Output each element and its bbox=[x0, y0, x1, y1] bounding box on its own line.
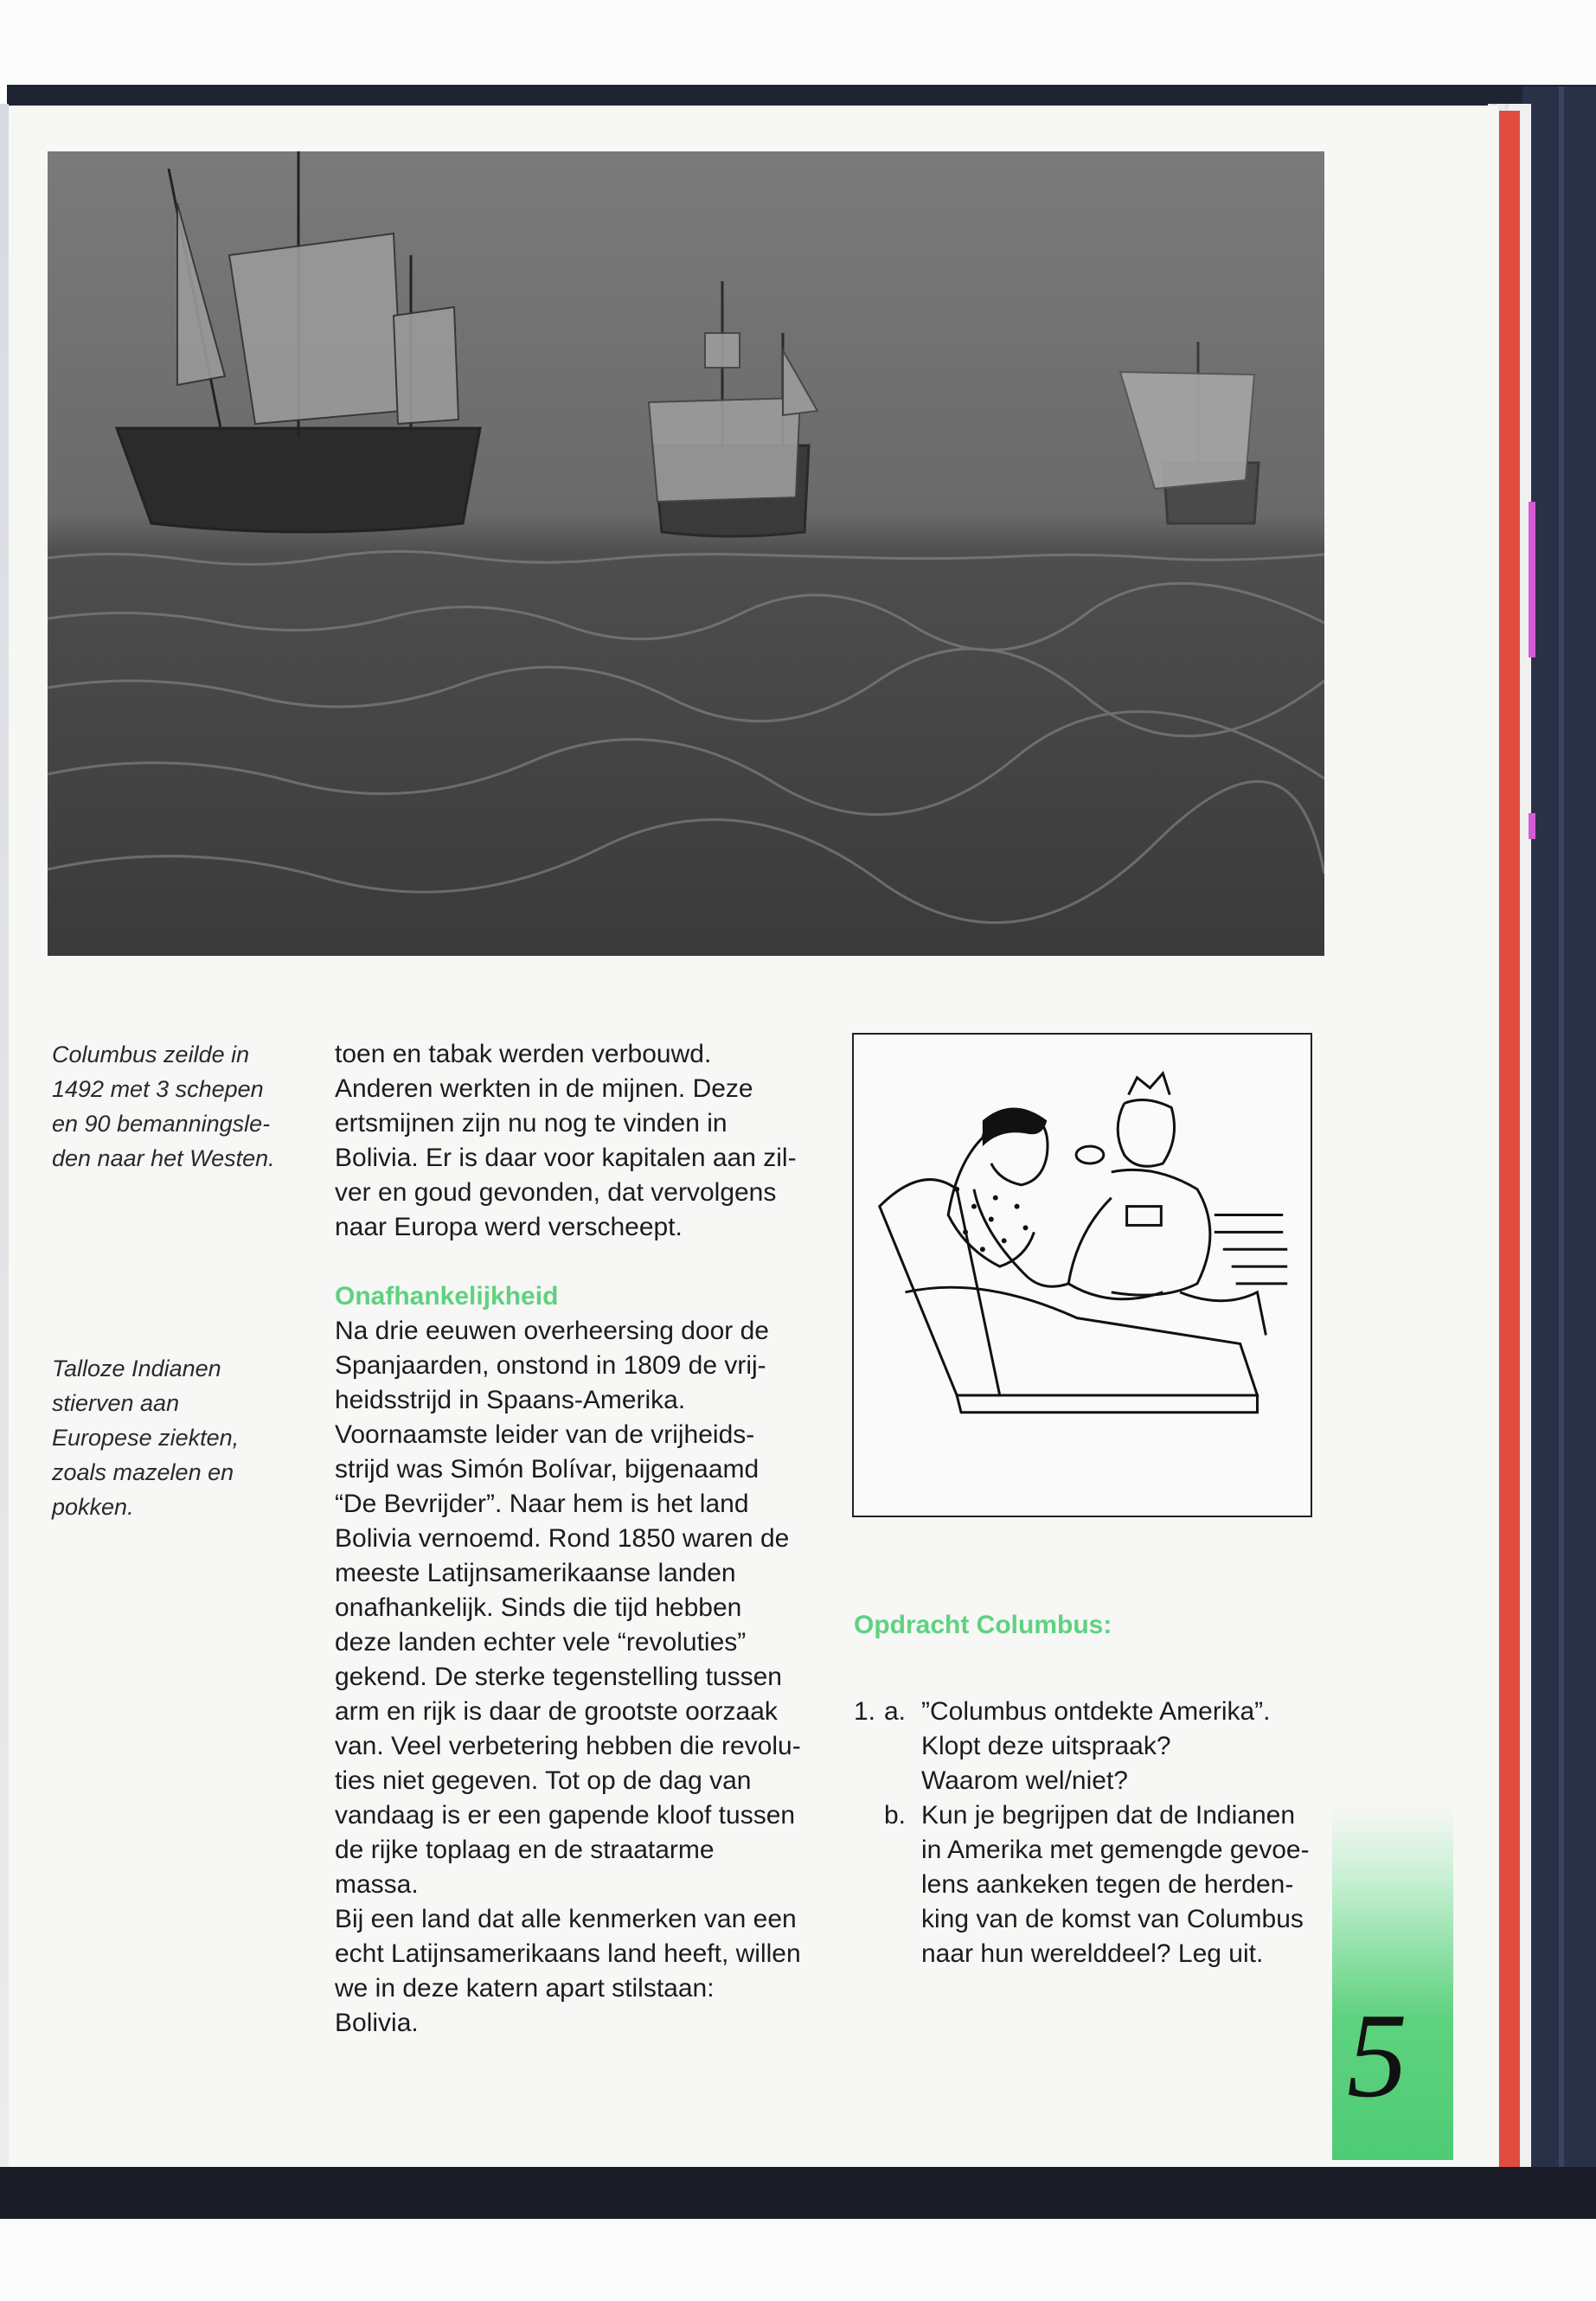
text-line: Bolivia vernoemd. Rond 1850 waren de bbox=[335, 1524, 790, 1553]
top-margin bbox=[0, 0, 1596, 87]
illustration-caption bbox=[52, 1351, 277, 1524]
red-page-tab bbox=[1499, 111, 1520, 2170]
text-line: Anderen werkten in de mijnen. Deze bbox=[335, 1074, 753, 1103]
question-a-label: a. bbox=[884, 1697, 907, 1726]
caption-line: zoals mazelen en bbox=[52, 1459, 234, 1485]
text-line: massa. bbox=[335, 1870, 419, 1899]
text-line: arm en rijk is daar de grootste oorzaak bbox=[335, 1697, 778, 1726]
text-line: Bij een land dat alle kenmerken van een bbox=[335, 1905, 797, 1933]
text-line: deze landen echter vele “revoluties” bbox=[335, 1628, 747, 1657]
question-b-label: b. bbox=[884, 1801, 907, 1830]
text-line: echt Latijnsamerikaans land heeft, willen bbox=[335, 1939, 801, 1968]
text-line: Bolivia. Er is daar voor kapitalen aan zil- bbox=[335, 1144, 797, 1172]
bottom-margin bbox=[0, 2219, 1596, 2301]
question-line: Waarom wel/niet? bbox=[921, 1766, 1128, 1795]
text-line: onafhankelijk. Sinds die tijd hebben bbox=[335, 1593, 742, 1622]
caption-line: Europese ziekten, bbox=[52, 1425, 240, 1451]
bottom-cover-edge bbox=[0, 2167, 1596, 2219]
caption-line: den naar het Westen. bbox=[52, 1145, 275, 1171]
assignment-heading: Opdracht Columbus: bbox=[854, 1611, 1112, 1639]
page-number: 5 bbox=[1347, 1989, 1407, 2123]
text-line: heidsstrijd in Spaans-Amerika. bbox=[335, 1386, 686, 1414]
text-line: de rijke toplaag en de straatarme bbox=[335, 1836, 715, 1864]
text-line: Voornaamste leider van de vrijheids- bbox=[335, 1420, 755, 1449]
text-line: “De Bevrijder”. Naar hem is het land bbox=[335, 1490, 749, 1518]
text-line: van. Veel verbetering hebben die revolu- bbox=[335, 1732, 801, 1760]
caption-line: 1492 met 3 schepen bbox=[52, 1076, 264, 1102]
question-line: king van de komst van Columbus bbox=[921, 1905, 1304, 1933]
book-page bbox=[9, 106, 1498, 2167]
text-line: gekend. De sterke tegenstelling tussen bbox=[335, 1663, 782, 1691]
pink-page-tab bbox=[1529, 502, 1535, 657]
text-line: ertsmijnen zijn nu nog te vinden in bbox=[335, 1109, 727, 1138]
question-line: in Amerika met gemengde gevoe- bbox=[921, 1836, 1310, 1864]
text-line: ties niet gegeven. Tot op de dag van bbox=[335, 1766, 752, 1795]
question-line: Kun je begrijpen dat de Indianen bbox=[921, 1801, 1296, 1830]
question-line: lens aankeken tegen de herden- bbox=[921, 1870, 1294, 1899]
cover-stripe bbox=[1559, 87, 1564, 2301]
text-line: Na drie eeuwen overheersing door de bbox=[335, 1317, 769, 1345]
main-text-column bbox=[335, 1037, 819, 2041]
text-line: strijd was Simón Bolívar, bijgenaamd bbox=[335, 1455, 760, 1484]
text-line: Spanjaarden, onstond in 1809 de vrij- bbox=[335, 1351, 766, 1380]
book-cover-edge bbox=[1522, 87, 1596, 2301]
ships-photo bbox=[48, 151, 1324, 956]
left-page-edge bbox=[0, 104, 9, 2167]
caption-line: Columbus zeilde in bbox=[52, 1042, 250, 1067]
question-b-text bbox=[921, 1798, 1319, 1971]
text-line: naar Europa werd verscheept. bbox=[335, 1213, 683, 1241]
question-number: 1. bbox=[854, 1697, 876, 1726]
question-a-text bbox=[921, 1695, 1319, 1798]
sick-indian-illustration bbox=[852, 1033, 1312, 1517]
question-line: ”Columbus ontdekte Amerika”. bbox=[921, 1697, 1271, 1726]
text-line: Bolivia. bbox=[335, 2009, 419, 2037]
illustration-icon bbox=[854, 1035, 1311, 1516]
section-heading: Onafhankelijkheid bbox=[335, 1282, 559, 1311]
text-line: we in deze katern apart stilstaan: bbox=[335, 1974, 715, 2003]
caption-line: pokken. bbox=[52, 1494, 134, 1520]
caption-line: Talloze Indianen bbox=[52, 1356, 221, 1381]
caption-line: en 90 bemanningsle- bbox=[52, 1111, 271, 1137]
caption-line: stierven aan bbox=[52, 1390, 180, 1416]
text-line: meeste Latijnsamerikaanse landen bbox=[335, 1559, 736, 1587]
question-line: Klopt deze uitspraak? bbox=[921, 1732, 1171, 1760]
pink-page-tab-small bbox=[1529, 813, 1535, 839]
ships-photo-icon bbox=[48, 151, 1324, 956]
question-line: naar hun werelddeel? Leg uit. bbox=[921, 1939, 1264, 1968]
text-line: toen en tabak werden verbouwd. bbox=[335, 1040, 712, 1068]
top-cover-edge bbox=[7, 85, 1596, 106]
text-line: ver en goud gevonden, dat vervolgens bbox=[335, 1178, 777, 1207]
text-line: vandaag is er een gapende kloof tussen bbox=[335, 1801, 796, 1830]
photo-caption bbox=[52, 1037, 277, 1176]
